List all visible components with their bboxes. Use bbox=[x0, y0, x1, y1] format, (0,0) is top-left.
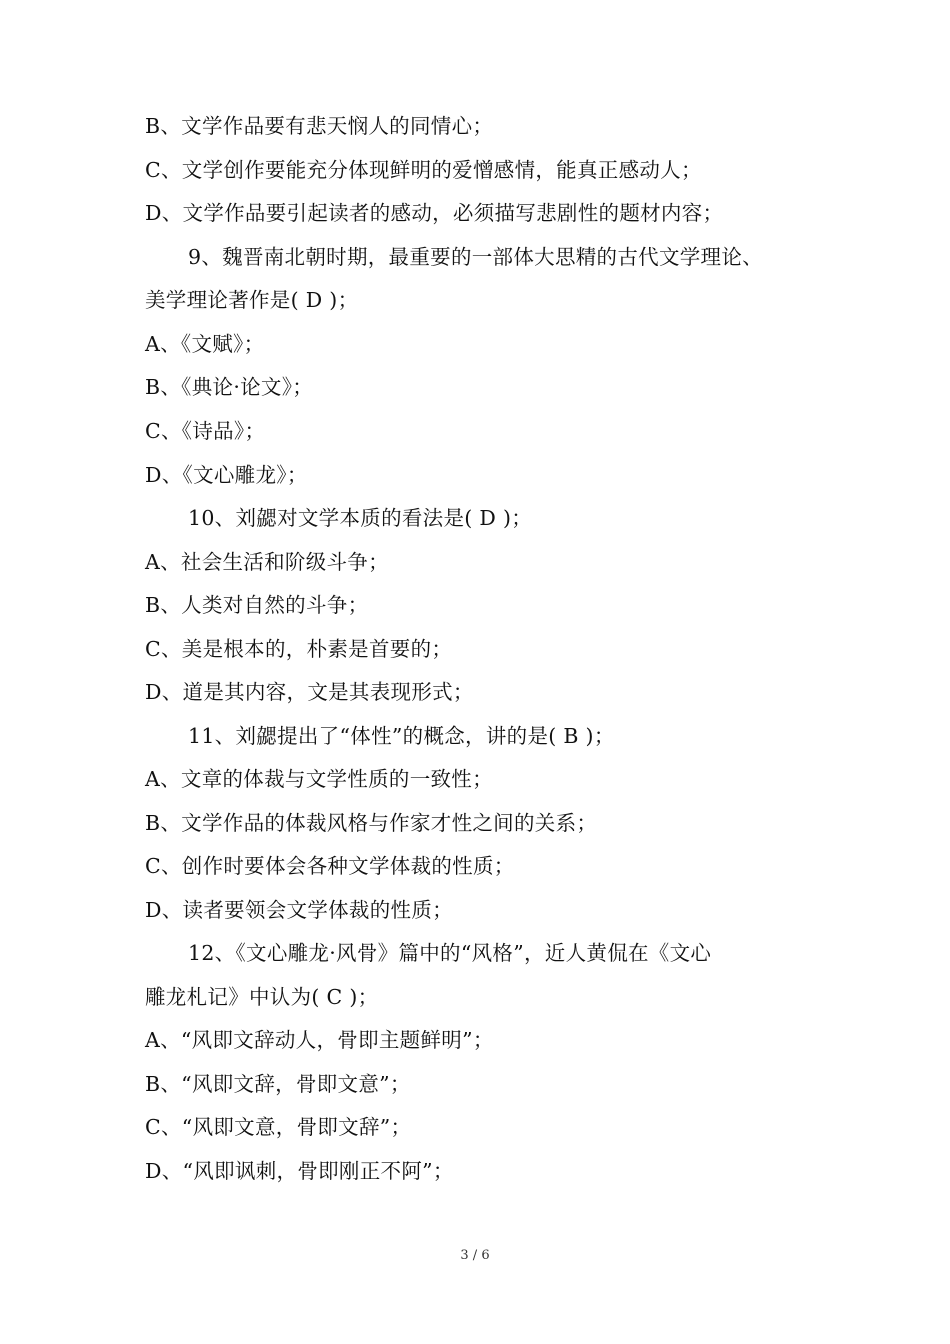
option-line: D、《文心雕龙》； bbox=[145, 463, 308, 487]
option-line: D、读者要领会文学体裁的性质； bbox=[145, 898, 453, 922]
option-line: A、社会生活和阶级斗争； bbox=[145, 550, 389, 574]
option-line: A、《文赋》； bbox=[145, 332, 265, 356]
question-9-continued: 美学理论著作是( D )； bbox=[145, 288, 359, 312]
option-line: D、文学作品要引起读者的感动，必须描写悲剧性的题材内容； bbox=[145, 201, 724, 225]
option-line: B、文学作品的体裁风格与作家才性之间的关系； bbox=[145, 811, 598, 835]
option-line: A、文章的体裁与文学性质的一致性； bbox=[145, 767, 493, 791]
option-line: C、创作时要体会各种文学体裁的性质； bbox=[145, 854, 515, 878]
question-12-continued: 雕龙札记》中认为( C )； bbox=[145, 985, 379, 1009]
option-line: D、“风即讽刺，骨即刚正不阿”； bbox=[145, 1159, 454, 1183]
option-line: B、“风即文辞，骨即文意”； bbox=[145, 1072, 411, 1096]
question-11: 11、刘勰提出了“体性”的概念，讲的是( B )； bbox=[188, 724, 615, 748]
question-9: 9、魏晋南北朝时期，最重要的一部体大思精的古代文学理论、 bbox=[188, 245, 763, 269]
option-line: C、《诗品》； bbox=[145, 419, 266, 443]
option-line: D、道是其内容，文是其表现形式； bbox=[145, 680, 474, 704]
option-line: B、人类对自然的斗争； bbox=[145, 593, 369, 617]
question-12: 12、《文心雕龙·风骨》篇中的“风格”，近人黄侃在《文心 bbox=[188, 941, 712, 965]
option-line: C、文学创作要能充分体现鲜明的爱憎感情，能真正感动人； bbox=[145, 158, 702, 182]
option-line: C、美是根本的，朴素是首要的； bbox=[145, 637, 453, 661]
option-line: A、“风即文辞动人，骨即主题鲜明”； bbox=[145, 1028, 494, 1052]
question-10: 10、刘勰对文学本质的看法是( D )； bbox=[188, 506, 533, 530]
page-number: 3 / 6 bbox=[460, 1248, 490, 1263]
option-line: C、“风即文意，骨即文辞”； bbox=[145, 1115, 412, 1139]
option-line: B、文学作品要有悲天悯人的同情心； bbox=[145, 114, 494, 138]
option-line: B、《典论·论文》； bbox=[145, 375, 314, 399]
